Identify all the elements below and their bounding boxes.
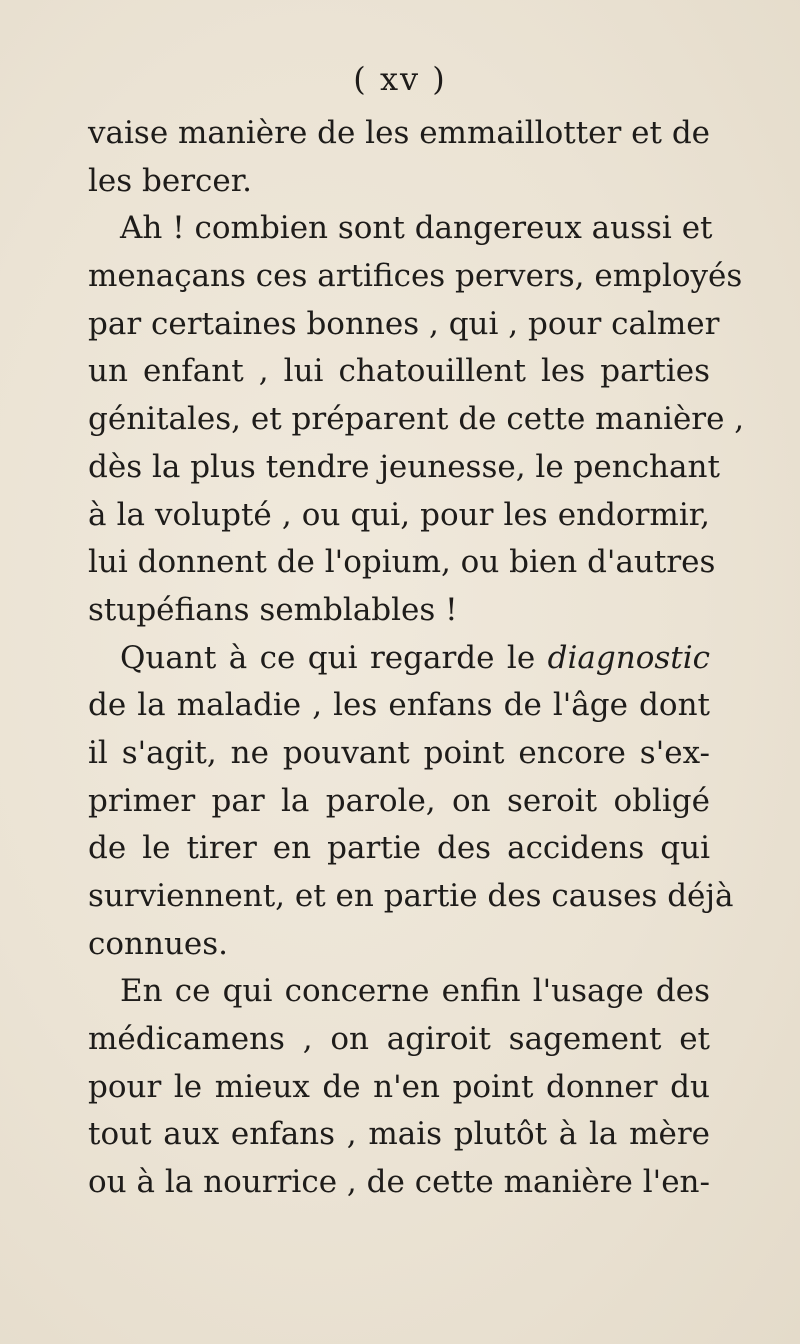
text-line: de le tirer en partie des accidens qui	[88, 830, 710, 867]
text-line: ou à la nourrice , de cette manière l'en-	[88, 1164, 710, 1201]
text-line: primer par la parole, on seroit obligé	[88, 782, 710, 819]
text-line: génitales, et préparent de cette manière ,	[88, 401, 745, 438]
text-line: Ah ! combien sont dangereux aussi et	[120, 210, 713, 247]
body-text	[88, 110, 745, 1207]
text-line: il s'agit, ne pouvant point encore s'ex-	[88, 734, 710, 771]
text-segment: Quant à ce qui regarde le	[120, 639, 548, 676]
text-line	[88, 635, 710, 683]
italic-term: diagnostic	[547, 639, 710, 676]
text-line: par certaines bonnes , qui , pour calmer	[88, 305, 720, 342]
text-line: surviennent, et en partie des causes déjà	[88, 878, 734, 914]
text-line: connues.	[88, 925, 229, 962]
text-line: tout aux enfans , mais plutôt à la mère	[88, 1116, 710, 1153]
text-line: menaçans ces artifices pervers, employés	[88, 258, 743, 295]
text-line: pour le mieux de n'en point donner du	[88, 1068, 710, 1105]
text-line: à la volupté , ou qui, pour les endormir,	[88, 496, 710, 533]
page-number: ( xv )	[353, 60, 447, 98]
text-line: stupéfians semblables !	[88, 591, 458, 628]
text-line: En ce qui concerne enfin l'usage des	[120, 973, 710, 1010]
text-line: un enfant , lui chatouillent les parties	[88, 353, 710, 390]
text-line: vaise manière de les emmaillotter et de	[88, 115, 711, 151]
text-line: dès la plus tendre jeunesse, le penchant	[88, 448, 720, 485]
text-line: lui donnent de l'opium, ou bien d'autres	[88, 544, 716, 581]
text-line: médicamens , on agiroit sagement et	[88, 1021, 710, 1058]
text-line: de la maladie , les enfans de l'âge dont	[88, 687, 710, 724]
text-line: les bercer.	[88, 162, 253, 199]
